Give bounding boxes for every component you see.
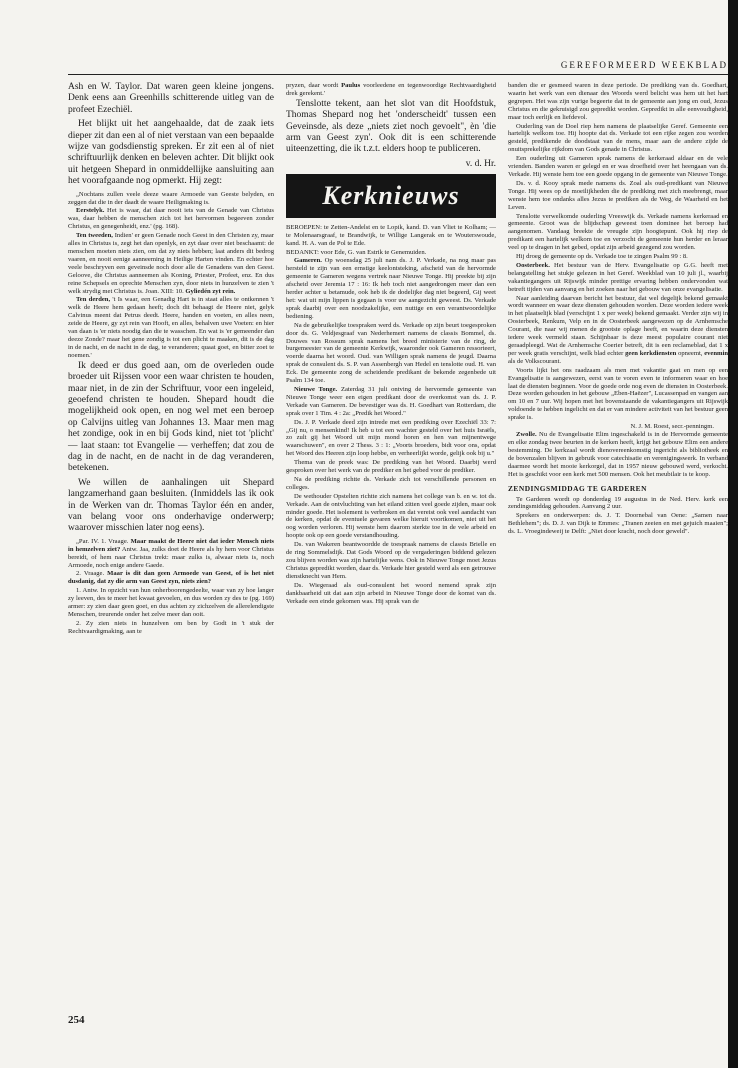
author-signature: v. d. Hr. bbox=[465, 158, 496, 169]
news-location: Gameren. bbox=[294, 257, 322, 265]
page-number: 254 bbox=[68, 1014, 85, 1026]
quote-text: voorleedene en tegenwoordige Rechtvaardigheid drek gerekent.' bbox=[286, 82, 496, 97]
news-emphasis: evenmin bbox=[704, 349, 728, 357]
scan-edge bbox=[728, 0, 738, 1068]
quote-label: Eerstelyk. bbox=[76, 207, 105, 215]
paragraph: Ash en W. Taylor. Dat waren geen kleine jongens. Denk eens aan Greenhills schitterende uitleg van de profeet Ezechiël. bbox=[68, 82, 274, 115]
paragraph: Tenslotte tekent, aan het slot van dit Hoofdstuk, Thomas Shepard nog het 'onderscheidt' tussen een Geveinsde, als deze „niets ziet noch gevoelt", èn 'die arm van Geest zyn'. Ook dit is een schitterende uiteenzetting, die ik t.z.t. elders hoop te publiceren. bbox=[286, 98, 496, 155]
news-item: BEROEPEN: te Zetten-Andelst en te Lopik, kand. D. van Vliet te Kolham; — te Molenaarsgraaf, te Brandwijk, te Willige Langerak en te Wouterswoude, kand. H. A. van de Pol te Ede. bbox=[286, 223, 496, 247]
paragraph: Ik deed er dus goed aan, om de overleden oude broeder uit Rijssen voor een waar christen te houden, maar niet, in de zin der Schriftuur, voor een ingeleid, geoefend christen te houden. Shepard houdt die mogelijkheid ook open, en nog wel met een beroep op Calvijns uitleg van Johannes 13. Maar men mag het zondige, ook in en bij Gods kind, niet tot 'plicht' — laat staan: tot Evangelie — verheffen; dat zou de dag in de nacht, en de nacht in de dag veranderen, betekenen. bbox=[68, 360, 274, 474]
quote-paragraph bbox=[286, 82, 496, 98]
news-item: Ds. J. P. Verkade deed zijn intrede met een prediking over Ezechiël 33: 7: „Gij nu, o mensenkind! Ik heb u tot een wachter gesteld over het huis Israëls, zo zult gij het Woord uit mijn mond horen en hen van mijnentwege waarschuwen", en over 2 Thess. 3 : 1: „Voorts broeders, bidt voor ons, opdat het Woord des Heeren zijn loop hebbe, en verheerlijkt worde, gelijk ook bij u." bbox=[286, 418, 496, 458]
news-text: als de Volkscourant. bbox=[508, 357, 562, 365]
quote-paragraph bbox=[68, 570, 274, 586]
news-item: Na de gebruikelijke toespraken werd ds. Verkade op zijn beurt toegesproken door ds. G. Veldjesgraaf van Nederhemert namens de classis Bommel, ds. Douwes van Rossum sprak namens het breed ministerie van de ring, de burgemeester van de gemeente Kerkwijk, waaronder ook Gameren ressorteert, voerde daarna het woord. Oud. van Willigen sprak namens de jeugd. Daarna sprak de consulent ds. S. P. van Assenbergh van Hedel en tenslotte oud. H. van Eck. De gemeente zong de scheidende predikant de bekende zegenbede uit Psalm 134 toe. bbox=[286, 321, 496, 385]
author-signature: N. J. M. Roest, secr.-penningm. bbox=[630, 423, 714, 431]
quote-text: 2. Vraage. bbox=[76, 570, 105, 578]
news-item: Na de prediking richtte ds. Verkade zich tot verschillende personen en colleges. bbox=[286, 475, 496, 491]
news-text: Op woensdag 25 juli nam ds. J. P. Verkade, na nog maar pas hersteld te zijn van een ernstige keelontsteking, afscheid van de hervormde gemeente te Gameren wegens vertrek naar Nieuwe Tonge. Hij preekte bij zijn afscheid over Jeremia 17 : 16: Ik heb toch niet aangedrongen meer dan een herder achter u betamude, ook heb ik de dodelijke dag niet begeerd, Gij weet het: wat uit mijn lippen is gegaan is voor uw aangezicht geweest. Ds. Verkade sprak daarbij over een noodzakelijke, een nuttige en een verantwoordelijke bediening. bbox=[286, 257, 496, 320]
column-1 bbox=[68, 82, 274, 637]
quote-text: 't Is waar, een Genadig Hart is in staat alles te ontkennen 't welk de Heere hem gedaan heeft; doch dit behaagt de Heere niet, gelyk Calvinus meent dat Petrus deedt. Heere, handen en voeten, en alles neen, zeide de Heere, gy zyt rein van Hooft, en alles, behalven uwe Voeten: en hier van daan is 'er niets noodig dan die te wasschen. En wat is 'er gemeender dan deeze Zonde? maar het gene zondig is tot een plicht te maaken, dit is de dag in de nacht, en de nacht in de dag, te veranderen; quaat goet, en bitter zoet te noemen.' bbox=[68, 296, 274, 359]
quote-paragraph: 2. Zy zien niets in hunzelven om ben by Godt in 't stuk der Rechtvaardigmaking, aan te bbox=[68, 619, 274, 635]
section-banner: Kerknieuws bbox=[286, 174, 496, 218]
news-item: Voorts lijkt het ons raadzaam als men met vakantie gaat en men op een Evangelisatie is aangewezen, eerst van te voren even te informeren waar en hoe laat de diensten beginnen. Voor de goede orde nog even de diensten in Oosterbeek. Deze worden gehouden in het gebouw „Eben-Haëzer", Lucassenpad en vangen aan om 10 en 7 uur. Wij hopen met het bovenstaande de vakantiegangers uit Rijswijk voldoende te hebben ingelicht en dat er van mindere activiteit van het bestuur geen sprake is. bbox=[508, 366, 728, 422]
news-item: Ds. Wiegeraad als oud-consulent het woord nemend sprak zijn dankbaarheid uit dat aan zijn arbeid in Nieuwe Tonge door de komst van ds. Verkade een einde gekomen was. Hij sprak van de bbox=[286, 581, 496, 605]
news-item bbox=[508, 262, 728, 294]
header-rule bbox=[68, 74, 728, 75]
news-item bbox=[286, 257, 496, 320]
news-item bbox=[508, 295, 728, 366]
news-emphasis: geen kerkdiensten bbox=[625, 349, 677, 357]
column-2 bbox=[286, 82, 496, 606]
news-item: Te Garderen wordt op donderdag 19 augustus in de Ned. Herv. kerk een zendingsmiddag gehouden. Aanvang 2 uur. bbox=[508, 495, 728, 511]
quote-label: Ten derden, bbox=[76, 296, 111, 304]
news-location: Nieuwe Tonge. bbox=[294, 385, 338, 393]
news-item: BEDANKT: voor Ede, G. van Estrik te Genemuiden. bbox=[286, 248, 427, 256]
paragraph: Het blijkt uit het aangehaalde, dat de zaak iets dieper zit dan een al of niet verstaan van een bepaalde wijze van godsdienstig spreken. Er zit een al of niet schriftuurlijk denken en beleven achter. Dit blijkt ook uit hetgeen Shepard in onmiddellijke aansluiting aan het voorafgaande nog opmerkt. Hij zegt: bbox=[68, 119, 274, 187]
news-item bbox=[508, 431, 728, 478]
news-text: opneemt, bbox=[676, 349, 705, 357]
paragraph: We willen de aanhalingen uit Shepard langzamerhand gaan besluiten. (Inmiddels las ik ook in de Werken van dr. Thomas Taylor één en ander, van belang voor ons onderhavige onderwerp; waarover misschien later nog eens). bbox=[68, 477, 274, 534]
quote-question: Maar maakt de Heere niet dat ieder Mensch niets in hemzelven ziet? bbox=[68, 537, 274, 553]
news-item: Tenslotte verwelkomde ouderling Vreeswijk ds. Verkade namens kerkeraad en gemeente. Groot was de blijdschap geweest toen dominee het beroep had aangenomen. Vandaag breekte de vreugde zijn hoogtepunt. Ook hij riep de predikant een hartelijk welkom toe en verzocht de gemeente hun herder en leraar veel op te dragen in het gebed, opdat zijn arbeid gezegend zou worden. bbox=[508, 212, 728, 252]
running-header: GEREFORMEERD WEEKBLAD bbox=[560, 60, 728, 70]
news-text: Zaterdag 31 juli ontving de hervormde gemeente van Nieuwe Tonge weer een eigen predikant door de overkomst van ds. J. P. Verkade van Gameren. De bevestiger was ds. H. Goedhart van Rotterdam, die sprak over 1 Tim. 4 : 2a: „Predik het Woord." bbox=[286, 385, 496, 417]
quote-paragraph: 1. Antw. In opzicht van hun onherboorengedeelte, waar van zy hoe langer zy leeven, des te meer het kwaat gevoelen, en dus worden zy des te (pg. 169) armer: zy zien daar geen goet, en dus achten zy zichzelven de allerelendigste Menschen, treurende onder het zelve meer dan ooit. bbox=[68, 587, 274, 618]
news-item: Een ouderling uit Gameren sprak namens de kerkeraad aldaar en de vele vrienden. Banden waren er gelegd en er was droefheid over het heengaan van ds. Verkade. Hij wenste hem toe een goede opgang in de gemeente van Nieuwe Tonge. bbox=[508, 155, 728, 178]
news-item: Ds. v. d. Kooy sprak mede namens ds. Zoal als oud-predikant van Nieuwe Tonge. Hij wees op de moeilijkheden die de prediking met zich meebrengt, maar wenste hem toe ondanks alles Jezus te prediken als de Weg, de Waarheid en het Leven. bbox=[508, 179, 728, 211]
news-text: Nu de Evangelisatie Elim ingeschakeld is in de Hervormde gemeente en elke zondag twee beurten in de kerken heeft, krijgt het gebouw Elim een andere bestemming. De kerkzaal wordt dienovereenkomstig ingericht als bibliotheek en de bovenzalen blijven in gebruik voor catechisatie en verenigingswerk. In verband daarmee wordt het mooie kerkorgel, dat in 1957 nieuw gebouwd werd, verkocht. Het is geschikt voor een kerk met 500 mensen. Ook het meubilair is te koop. bbox=[508, 431, 728, 478]
news-item: Ouderling van de Doel riep hem namens de plaatselijke Geref. Gemeente een hartelijk welkom toe. Hij hoopte dat ds. Verkade tot een rijke zegen zou worden gesteld, predikende de doodstaat van de mens, maar aan de andere zijde de onuitsprekelijke rijkdom van Gods genade in Christus. bbox=[508, 122, 728, 154]
news-location: Zwolle. bbox=[516, 431, 537, 439]
news-item: banden die er gesmeed waren in deze periode. De prediking van ds. Goedhart, waarin het werk van een dienaar des Woords werd belicht was hem uit het hart gegrepen. Het was zijn vurige begeerte dat in de gemeente aan jong en oud, Jezus Christus en die gekruisigd zou gepredikt worden. Gepredikt in alle eenvoudigheid, maar toch eerlijk en liefdevol. bbox=[508, 82, 728, 121]
news-item: Thema van de preek was: De prediking van het Woord. Daarbij werd gesproken over het werk van de prediker en het gebed voor de prediker. bbox=[286, 459, 496, 475]
news-item bbox=[286, 386, 496, 418]
section-subheading: ZENDINGSMIDDAG TE GARDEREN bbox=[508, 483, 647, 493]
quote-text: Het is waar, dat daar nooit iets van de Genade van Christus was, daar hebben de menschen zich tot het hervormen begeeven zonder Christus, en genegenheidt, enz.' (pg. 168). bbox=[68, 207, 274, 231]
quote-paragraph bbox=[68, 538, 274, 570]
quote-paragraph bbox=[68, 296, 274, 359]
news-item: De wethouder Opstelten richtte zich namens het college van b. en w. tot ds. Verkade. Aan de ontvluchting van het eiland zitten veel goede zijden, maar ook minder goede. Het isolement is verbroken en dat vereist ook veel aandacht van de kerken, opdat de eventuele gevaren welke hieruit voortkomen, niet uit het oog worden verloren. Hij wenste hem daarom sterkte toe in de vele arbeid en hoopte ook op een goede verstandhouding. bbox=[286, 492, 496, 540]
news-item: Sprekers en onderwerpen: ds. J. T. Doornebal van Oene: „Samen naar Bethlehem"; ds. D. J. van Dijk te Emmes: „Tranen zeeien en met gejuich maaien"; ds. L. Vroegindeweij te Delft: „Niet door kracht, noch door geweld". bbox=[508, 512, 728, 536]
quote-text: Indien' er geen Genade noch Geest in den Christen zy, maar alles in Christus is, zegt het dan openlyk, en zyt daar over niet beschaamt: de menschen moeten niets zien, om dat zy niets hebben; laat anders dit bedrog vaaren, en nooit eenige aanneeming in Heilige Harten vinden. En echter hoe veele beschryven een geveinsde noch door alle de Genadens van den Geest. Geloove, die Christus aanneemen als Koning, Priester, Profeet, enz. En dus reine Schepsels en oprechte Menschen zyn, door niets in hunzelven te zien 't welk strydig met Christus is. Joan. XIII: 10. bbox=[68, 232, 274, 295]
quote-question: Maar is dit dan geen Armoede van Geest, of is het niet dusdanig, dat zy die arm van Geest zyn, niets zien? bbox=[68, 570, 274, 586]
news-location: Oosterbeek. bbox=[516, 261, 550, 269]
quote-text: pryzen, daar wordt bbox=[286, 82, 342, 89]
quote-emphasis: Gyliedén zyt rein. bbox=[185, 287, 236, 295]
quote-label: Ten tweeden, bbox=[76, 232, 113, 240]
news-text: Het bestuur van de Herv. Evangelisatie op G.G. heeft met belangstelling het stukje gelezen in het Geref. Weekblad van 10 juli jl., waarbij vakantiegangers uit Rijswijk minder prettige ervaring hebben ondervonden wat betreft tijden van aanvang en het zoeken naar het gebouw van onze evangelisatie. bbox=[508, 261, 728, 293]
quote-emphasis: Paulus bbox=[341, 82, 361, 89]
news-item: Ds. van Wakeren beantwoordde de toespraak namens de classis Brielle en de ring Sommelsdijk. Dat Gods Woord op de vergaderingen biddend gelezen zou blijven worden was zijn hartelijke wens. Ook in Nieuwe Tonge moet Jezus Christus gepredikt worden, daar ds. Verkade hier gesteld werd als een getrouwe dienstknecht van Hem. bbox=[286, 541, 496, 580]
quote-paragraph: „Nochtans zullen veele deeze waare Armoede van Geeste belyden, en zeggen dat die in der daadt de waare Heiligmaking is. bbox=[68, 190, 274, 206]
news-text: Naar aanleiding daarvan bericht het bestuur, dat wel degelijk bekend gemaakt wordt wanneer en waar deze diensten gehouden worden. Deze worden iedere week in het plaatselijk blad (verschijnt 1 x per week) bekend gemaakt. Verder zijn wij in Oosterbeek, Renkum, Velp en in de Oosterbeek aangewezen op de Arnhemsche Courant, die naar wij menen de grootste oplage heeft, en waarin deze diensten iedere week vermeld staan. Schijnbaar is deze meest populaire courant niet geraadpleegd. Wat de Arnhemsche Coerier betreft, dit is een reclameblad, dat 1 x per week gratis verschijnt, welk blad echter bbox=[508, 294, 728, 357]
quote-paragraph bbox=[68, 232, 274, 295]
quote-text: Antw. Jaa, zulks doet de Heere als hy hem voor Christus bereidt, of hem naar Christus trekt: maar zulks is, alwaar niets is, noch Armoede, noch enige andere Gaede. bbox=[68, 545, 274, 569]
news-item: Hij droeg de gemeente op ds. Verkade toe te zingen Psalm 99 : 8. bbox=[516, 253, 688, 261]
quote-paragraph bbox=[68, 207, 274, 231]
quote-text: „Par. IV. 1. Vraage. bbox=[76, 537, 129, 545]
column-3 bbox=[508, 82, 728, 537]
